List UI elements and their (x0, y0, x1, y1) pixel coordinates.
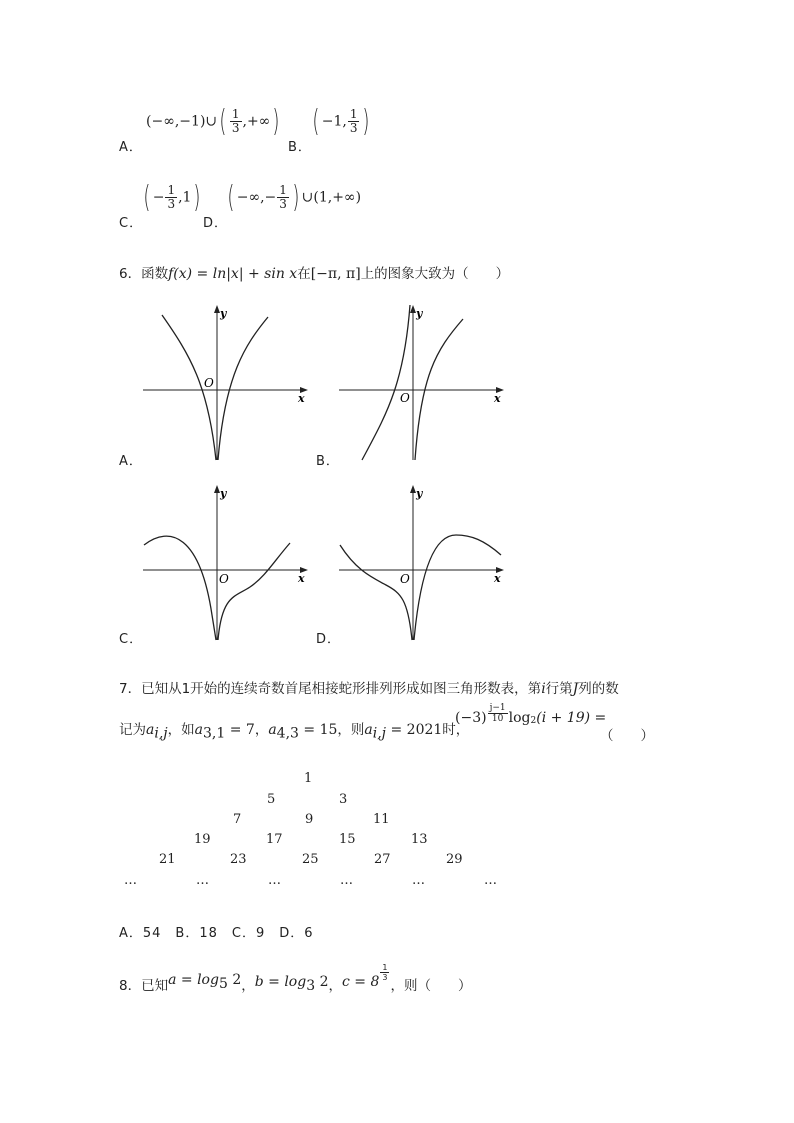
q6-graph-c (140, 485, 310, 645)
q7-answer-options: A．54 B．18 C．9 D．6 (119, 926, 314, 941)
table-cell: … (196, 873, 209, 888)
q6b-x-label: x (494, 392, 501, 405)
q5-option-c-label: C． (119, 216, 144, 231)
q6-graph-a (140, 305, 310, 465)
q7-expression: (−3) $\frac{j-1}{10}$ $\log_2(i + 19)$ = (455, 703, 607, 726)
q5-option-b-math: ( −1, $\frac{1}{3}$ ) (312, 104, 370, 139)
q6-graph-d (336, 485, 506, 645)
table-cell: … (268, 873, 281, 888)
q6c-origin-label: O (219, 572, 229, 586)
q7-stem-line2: 记为$a_{i,j}$，如$a_{3,1} = 7$，$a_{4,3} = 15$，则$a_{i,j} = 2021$时， (119, 722, 470, 742)
q7-stem-line1: 7．已知从1开始的连续奇数首尾相接蛇形排列形成如图三角形数表，第i行第J列的数 (119, 681, 619, 697)
q6-stem: 6．函数f(x) = ln|x| + sin x在[−π, π]上的图象大致为（ ） (119, 266, 510, 282)
q6d-y-label: y (416, 487, 423, 500)
q6c-y-label: y (220, 487, 227, 500)
q6c-x-label: x (298, 572, 305, 585)
q5-option-c-math: ( − $\frac{1}{3}$ ,1) (143, 180, 201, 215)
table-cell: 7 (233, 812, 242, 827)
table-cell: 3 (339, 792, 348, 807)
q6b-origin-label: O (400, 391, 410, 405)
q5-option-d-math: ( −∞,− $\frac{1}{3}$ ) ∪(1,+∞) (227, 180, 362, 215)
q5-option-a-math: (−∞,−1)∪( $\frac{1}{3}$ ,+∞) (146, 104, 280, 139)
q5-option-a-label: A． (119, 140, 143, 155)
q6a-x-label: x (298, 392, 305, 405)
q5-option-b-label: B． (288, 140, 312, 155)
table-cell: 1 (304, 771, 313, 786)
table-cell: … (340, 873, 353, 888)
q6-option-a-label: A． (119, 454, 143, 469)
q6-graph-b (336, 305, 506, 465)
table-cell: 11 (373, 812, 390, 827)
q6a-y-label: y (220, 307, 227, 320)
q5-option-d-label: D． (203, 216, 229, 231)
table-cell: 23 (230, 852, 247, 867)
q8-stem: 8．已知$a = \log_5 2$，$b = \log_3 2$，c = 8 $\frac{1}{3}$ ，则（ ） (119, 962, 472, 994)
q6d-origin-label: O (400, 572, 410, 586)
table-cell: 5 (267, 792, 276, 807)
table-cell: … (124, 873, 137, 888)
table-cell: … (484, 873, 497, 888)
table-cell: 19 (194, 832, 211, 847)
table-cell: … (412, 873, 425, 888)
table-cell: 29 (446, 852, 463, 867)
table-cell: 9 (305, 812, 314, 827)
table-cell: 25 (302, 852, 319, 867)
q6d-x-label: x (494, 572, 501, 585)
q7-answer-blank: （ ） (600, 728, 654, 744)
table-cell: 15 (339, 832, 356, 847)
q6-option-d-label: D． (316, 632, 342, 647)
q6-option-b-label: B． (316, 454, 340, 469)
table-cell: 13 (411, 832, 428, 847)
q6a-origin-label: O (204, 376, 214, 390)
q6b-y-label: y (416, 307, 423, 320)
table-cell: 17 (266, 832, 283, 847)
table-cell: 21 (159, 852, 176, 867)
table-cell: 27 (374, 852, 391, 867)
q6-option-c-label: C． (119, 632, 144, 647)
